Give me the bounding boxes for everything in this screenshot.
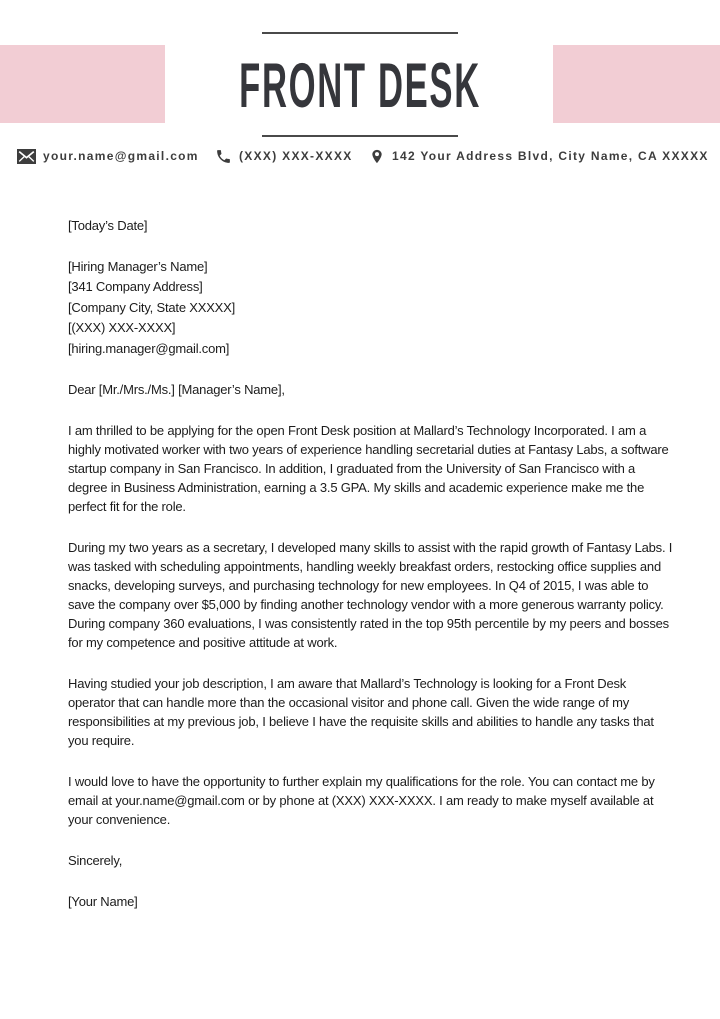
letter-body xyxy=(68,180,674,911)
recipient-city-line: [Company City, State XXXXX] xyxy=(68,299,236,315)
envelope-icon xyxy=(17,149,36,164)
letter-date: [Today’s Date] xyxy=(68,218,148,233)
paragraph-experience: During my two years as a secretary, I developed many skills to assist with the rapid growth of Fantasy Labs. I was tasked with scheduling appointments, handling weekly breakfast orders, restocking office supplies and snacks, developing surveys, and purchasing technology for new employees. In Q4 of 2015, I was able to save the company over $5,000 by finding another technology vendor with a more generous warranty policy. During company 360 evaluations, I was consistently rated in the top 95th percentile by my peers and bosses for my competence and positive attitude at work. xyxy=(68,540,673,651)
recipient-block xyxy=(68,257,674,359)
closing: Sincerely, xyxy=(68,853,123,869)
contact-email-text: your.name@gmail.com xyxy=(43,149,199,163)
recipient-name-line: [Hiring Manager’s Name] xyxy=(68,259,208,274)
title-rule-top xyxy=(262,32,458,34)
contact-address-text: 142 Your Address Blvd, City Name, CA XXXXX xyxy=(392,149,709,163)
location-pin-icon xyxy=(369,147,385,166)
paragraph-intro: I am thrilled to be applying for the open Front Desk position at Mallard’s Technology Incorporated. I am a highly motivated worker with two years of experience handling secretarial duties at Fantasy Labs, a software startup company in San Francisco. In addition, I graduated from the University of San Francisco with a degree in Business Administration, earning a 3.5 GPA. My skills and academic experience make me the perfect fit for the role. xyxy=(68,423,669,515)
signature-name: [Your Name] xyxy=(68,894,138,910)
salutation: Dear [Mr./Mrs./Ms.] [Manager’s Name], xyxy=(68,382,285,398)
contact-phone-text: (XXX) XXX-XXXX xyxy=(239,149,353,163)
recipient-address-line: [341 Company Address] xyxy=(68,279,203,295)
contact-email xyxy=(17,146,199,166)
recipient-email-line: [hiring.manager@gmail.com] xyxy=(68,340,230,356)
page-title: FRONT DESK xyxy=(239,51,481,121)
recipient-phone-line: [(XXX) XXX-XXXX] xyxy=(68,320,176,336)
pink-accent-block-left xyxy=(0,45,165,123)
pink-accent-block-right xyxy=(553,45,720,123)
title-rule-bottom xyxy=(262,135,458,137)
paragraph-call-to-action: I would love to have the opportunity to further explain my qualifications for the role. You can contact me by email at your.name@gmail.com or by phone at (XXX) XXX-XXXX. I am ready to make myself available at your convenience. xyxy=(68,774,655,828)
paragraph-fit: Having studied your job description, I am aware that Mallard’s Technology is looking for a Front Desk operator that can handle more than the occasional visitor and phone call. Given the wide range of my responsibilities at my previous job, I believe I have the requisite skills and abilities to handle any tasks that you require. xyxy=(68,676,654,749)
phone-icon xyxy=(215,148,232,165)
contact-address xyxy=(369,146,709,166)
contact-phone xyxy=(215,146,353,166)
